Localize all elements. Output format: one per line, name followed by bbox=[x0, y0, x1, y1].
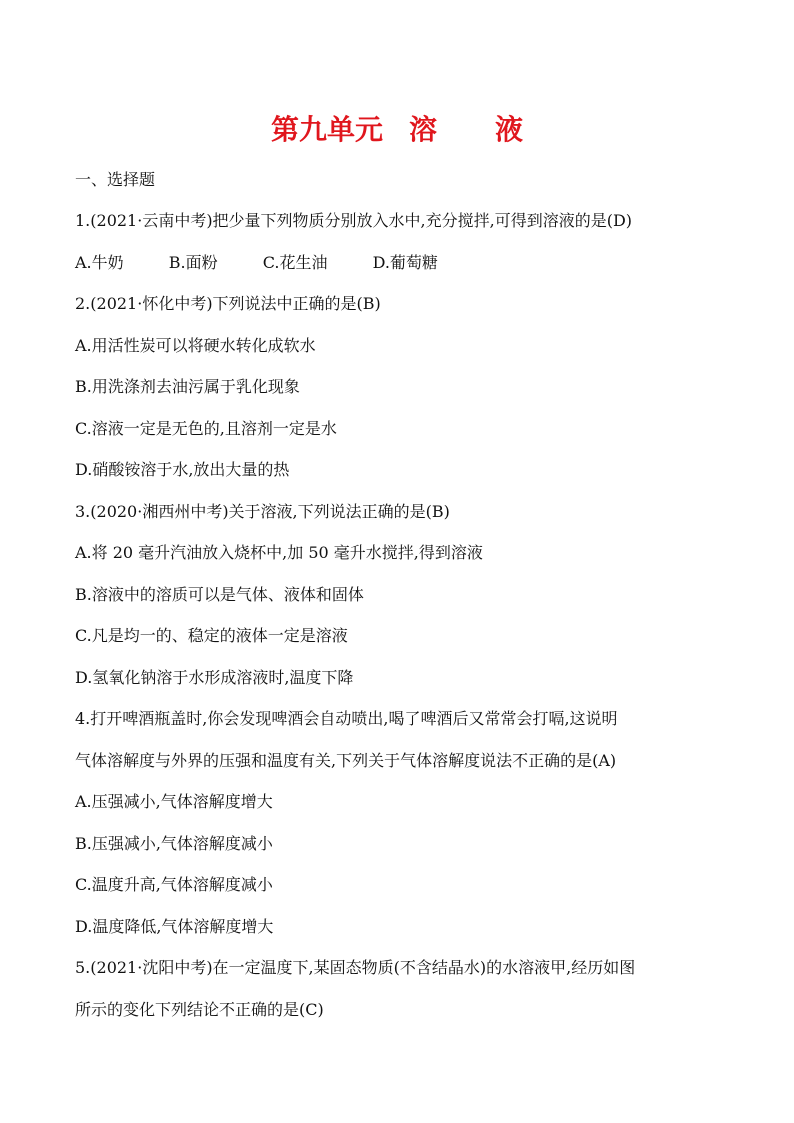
question-1-option-d: D.葡萄糖 bbox=[372, 253, 438, 272]
title-part-ye: 液 bbox=[495, 113, 524, 146]
question-4-stem-line-1: 4.打开啤酒瓶盖时,你会发现啤酒会自动喷出,喝了啤酒后又常常会打嗝,这说明 bbox=[75, 709, 618, 728]
question-1-option-b: B.面粉 bbox=[168, 253, 218, 272]
question-1-option-c: C.花生油 bbox=[262, 253, 328, 272]
question-1-options bbox=[75, 251, 478, 275]
question-3-option-d: D.氢氧化钠溶于水形成溶液时,温度下降 bbox=[75, 668, 354, 687]
question-5-stem-line-1: 5.(2021·沈阳中考)在一定温度下,某固态物质(不含结晶水)的水溶液甲,经历如图 bbox=[75, 958, 636, 977]
page-title bbox=[0, 112, 794, 148]
question-4-option-c: C.温度升高,气体溶解度减小 bbox=[75, 875, 273, 894]
question-2-option-b: B.用洗涤剂去油污属于乳化现象 bbox=[75, 377, 300, 396]
question-5-stem-line-2: 所示的变化下列结论不正确的是(C) bbox=[75, 1000, 324, 1019]
question-4-option-a: A.压强减小,气体溶解度增大 bbox=[75, 792, 273, 811]
question-4-stem-line-2: 气体溶解度与外界的压强和温度有关,下列关于气体溶解度说法不正确的是(A) bbox=[75, 751, 617, 770]
title-part-rong: 溶 bbox=[408, 113, 437, 146]
question-2-option-a: A.用活性炭可以将硬水转化成软水 bbox=[75, 336, 316, 355]
section-heading: 一、选择题 bbox=[75, 170, 156, 189]
question-3-option-b: B.溶液中的溶质可以是气体、液体和固体 bbox=[75, 585, 364, 604]
question-3-option-a: A.将 20 毫升汽油放入烧杯中,加 50 毫升水搅拌,得到溶液 bbox=[75, 543, 483, 562]
question-3-stem: 3.(2020·湘西州中考)关于溶液,下列说法正确的是(B) bbox=[75, 502, 450, 521]
question-1-stem: 1.(2021·云南中考)把少量下列物质分别放入水中,充分搅拌,可得到溶液的是(D) bbox=[75, 211, 633, 230]
question-2-stem: 2.(2021·怀化中考)下列说法中正确的是(B) bbox=[75, 294, 381, 313]
question-4-option-b: B.压强减小,气体溶解度减小 bbox=[75, 834, 273, 853]
question-2-option-d: D.硝酸铵溶于水,放出大量的热 bbox=[75, 460, 290, 479]
question-3-option-c: C.凡是均一的、稳定的液体一定是溶液 bbox=[75, 626, 348, 645]
question-1-option-a: A.牛奶 bbox=[75, 253, 124, 272]
question-2-option-c: C.溶液一定是无色的,且溶剂一定是水 bbox=[75, 419, 337, 438]
title-part-unit: 第九单元 bbox=[270, 113, 383, 146]
question-4-option-d: D.温度降低,气体溶解度增大 bbox=[75, 917, 274, 936]
